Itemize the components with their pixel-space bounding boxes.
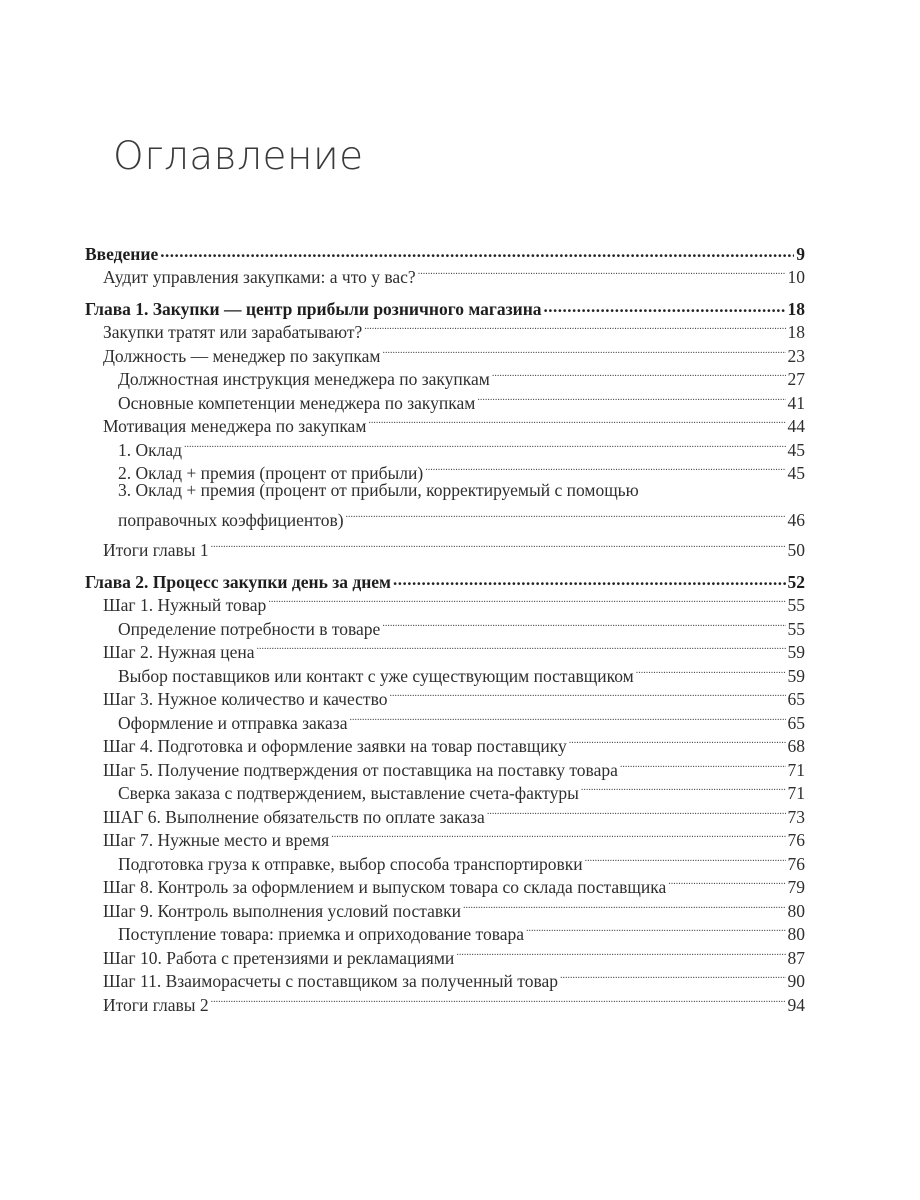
toc-entry[interactable] <box>85 588 805 615</box>
leader-dots <box>257 635 786 659</box>
toc-entry-page: 68 <box>787 736 805 756</box>
leader-dots <box>668 870 785 894</box>
toc-entry-label: 2. Оклад + премия (процент от прибыли) <box>118 463 424 483</box>
toc-entry[interactable] <box>85 533 805 560</box>
toc-entry-label: 1. Оклад <box>118 439 183 460</box>
toc-entry-label: Итоги главы 1 <box>103 540 209 560</box>
toc-entry[interactable] <box>85 987 805 1015</box>
toc-entry-page: 59 <box>787 642 805 662</box>
toc-entry-label: Основные компетенции менеджера по закупкам <box>118 392 476 413</box>
toc-entry-page: 45 <box>787 439 805 460</box>
toc-entry-label: Шаг 10. Работа с претензиями и рекламациями <box>103 947 455 968</box>
toc-entry-label: Шаг 4. Подготовка и оформление заявки на товар поставщику <box>103 736 567 756</box>
toc-entry-page: 80 <box>787 924 805 944</box>
toc-entry-label: Подготовка груза к отправке, выбор способа транспортировки <box>118 853 583 874</box>
toc-entry-page: 65 <box>787 689 805 709</box>
toc-entry-label: Определение потребности в товаре <box>118 618 381 639</box>
toc-entry[interactable] <box>85 635 805 662</box>
leader-dots <box>456 940 785 964</box>
toc-entry[interactable] <box>85 729 805 756</box>
toc-entry-page: 80 <box>787 900 805 921</box>
leader-dots <box>364 315 785 339</box>
toc-entry-page: 45 <box>787 463 805 483</box>
toc-entry-page: 71 <box>787 759 805 780</box>
leader-dots <box>569 729 786 753</box>
toc-entry-page: 76 <box>787 853 805 874</box>
toc-entry[interactable] <box>85 315 805 342</box>
page-title: Оглавление <box>113 134 364 179</box>
toc-entry-chapter[interactable] <box>85 291 805 319</box>
leader-dots <box>585 846 786 870</box>
leader-dots <box>526 917 785 941</box>
toc-entry-page: 52 <box>787 571 805 592</box>
toc-entry-label: Шаг 9. Контроль выполнения условий поставки <box>103 900 461 921</box>
toc-entry-label: Шаг 3. Нужное количество и качество <box>103 689 388 709</box>
toc-entry[interactable] <box>85 658 805 686</box>
toc-entry-page: 10 <box>787 267 805 287</box>
leader-dots <box>463 893 786 917</box>
toc-entry-label: Введение <box>85 243 159 264</box>
toc-entry-label: Сверка заказа с подтверждением, выставление счета-фактуры <box>118 783 579 803</box>
leader-dots <box>383 338 786 362</box>
leader-dots <box>492 362 786 386</box>
toc-entry-page: 76 <box>787 830 805 850</box>
leader-dots <box>477 385 785 409</box>
toc-entry[interactable] <box>85 432 805 460</box>
toc-entry[interactable] <box>85 338 805 366</box>
leader-dots <box>487 799 786 823</box>
toc-entry-page: 50 <box>787 540 805 560</box>
toc-entry-label: Должностная инструкция менеджера по закупкам <box>118 369 490 389</box>
toc-entry-page: 44 <box>787 416 805 436</box>
toc-entry[interactable] <box>85 799 805 827</box>
toc-entry-label: Глава 1. Закупки — центр прибыли розничного магазина <box>85 298 542 319</box>
toc-entry-page: 55 <box>787 618 805 639</box>
toc-entry[interactable] <box>85 705 805 733</box>
leader-dots <box>211 533 786 557</box>
toc-entry-multiline[interactable] <box>85 479 805 533</box>
toc-entry[interactable] <box>85 846 805 874</box>
leader-dots <box>418 260 786 284</box>
leader-dots <box>620 752 786 776</box>
toc-entry-label: Мотивация менеджера по закупкам <box>103 416 367 436</box>
toc-entry[interactable] <box>85 964 805 991</box>
leader-dots <box>636 658 786 682</box>
toc-entry-page: 41 <box>787 392 805 413</box>
toc-entry-page: 59 <box>787 665 805 686</box>
toc-entry-label: Должность — менеджер по закупкам <box>103 345 381 366</box>
toc-entry-page: 23 <box>787 345 805 366</box>
toc-entry-page: 18 <box>787 298 805 319</box>
leader-dots <box>368 409 785 433</box>
toc-entry-page: 9 <box>796 243 805 264</box>
toc-entry-label: Оформление и отправка заказа <box>118 712 348 733</box>
toc-entry-label: Шаг 7. Нужные место и время <box>103 830 330 850</box>
toc-entry-page: 18 <box>787 322 805 342</box>
leader-dots <box>184 432 785 456</box>
toc-entry[interactable] <box>85 260 805 287</box>
toc-entry-label-line-1: 3. Оклад + премия (процент от прибыли, корректируемый с помощью <box>118 480 639 500</box>
toc-entry-label-line-2-text: поправочных коэффициентов) <box>118 510 344 530</box>
toc-entry-page: 73 <box>787 806 805 827</box>
toc-entry[interactable] <box>85 940 805 968</box>
toc-entry-label: ШАГ 6. Выполнение обязательств по оплате заказа <box>103 806 485 827</box>
toc-entry-label: Выбор поставщиков или контакт с уже существующим поставщиком <box>118 665 634 686</box>
leader-dots <box>544 291 786 315</box>
toc-entry-label-line-2 <box>118 503 805 533</box>
leader-dots <box>560 964 785 988</box>
toc-entry-page: 90 <box>787 971 805 991</box>
toc-entry-label: Аудит управления закупками: а что у вас? <box>103 267 416 287</box>
toc-entry[interactable] <box>85 893 805 921</box>
toc-entry-label: Шаг 11. Взаиморасчеты с поставщиком за полученный товар <box>103 971 559 991</box>
leader-dots <box>581 776 786 800</box>
toc-entry-page: 87 <box>787 947 805 968</box>
leader-dots <box>382 611 785 635</box>
toc-entry-label: Итоги главы 2 <box>103 994 209 1015</box>
toc-entry-page: 46 <box>787 510 805 530</box>
toc-entry[interactable] <box>85 823 805 850</box>
toc-entry[interactable] <box>85 682 805 709</box>
toc-entry[interactable] <box>85 870 805 897</box>
toc-entry-label: Шаг 8. Контроль за оформлением и выпуском товара со склада поставщика <box>103 877 667 897</box>
toc-entry-page: 55 <box>787 595 805 615</box>
toc-entry-label: Закупки тратят или зарабатывают? <box>103 322 363 342</box>
toc-entry-label <box>118 479 807 533</box>
toc-entry-label: Шаг 5. Получение подтверждения от поставщика на поставку товара <box>103 759 618 780</box>
toc-entry[interactable] <box>85 409 805 436</box>
toc-entry-label: Шаг 2. Нужная цена <box>103 642 255 662</box>
leader-dots <box>211 987 786 1011</box>
leader-dots <box>346 503 786 527</box>
leader-dots <box>389 682 785 706</box>
toc-entry-page: 94 <box>787 994 805 1015</box>
toc-entry-label: Поступление товара: приемка и оприходование товара <box>118 924 525 944</box>
toc-entry-page: 79 <box>787 877 805 897</box>
leader-dots <box>349 705 785 729</box>
toc-entry-chapter[interactable] <box>85 564 805 592</box>
toc-entry-label: Глава 2. Процесс закупки день за днем <box>85 571 391 592</box>
toc-entry[interactable] <box>85 611 805 639</box>
toc-entry-page: 71 <box>787 783 805 803</box>
toc-entry[interactable] <box>85 776 805 803</box>
toc-entry[interactable] <box>85 917 805 944</box>
toc-entry-page: 27 <box>787 369 805 389</box>
table-of-contents <box>85 236 805 1015</box>
toc-entry[interactable] <box>85 752 805 780</box>
leader-dots <box>393 564 786 588</box>
leader-dots <box>331 823 785 847</box>
leader-dots <box>268 588 785 612</box>
toc-entry-label: Шаг 1. Нужный товар <box>103 595 267 615</box>
toc-entry[interactable] <box>85 456 805 483</box>
toc-entry-page: 65 <box>787 712 805 733</box>
leader-dots <box>160 236 794 260</box>
toc-entry[interactable] <box>85 362 805 389</box>
toc-entry[interactable] <box>85 385 805 413</box>
leader-dots <box>425 456 785 480</box>
toc-entry-chapter[interactable] <box>85 236 805 264</box>
